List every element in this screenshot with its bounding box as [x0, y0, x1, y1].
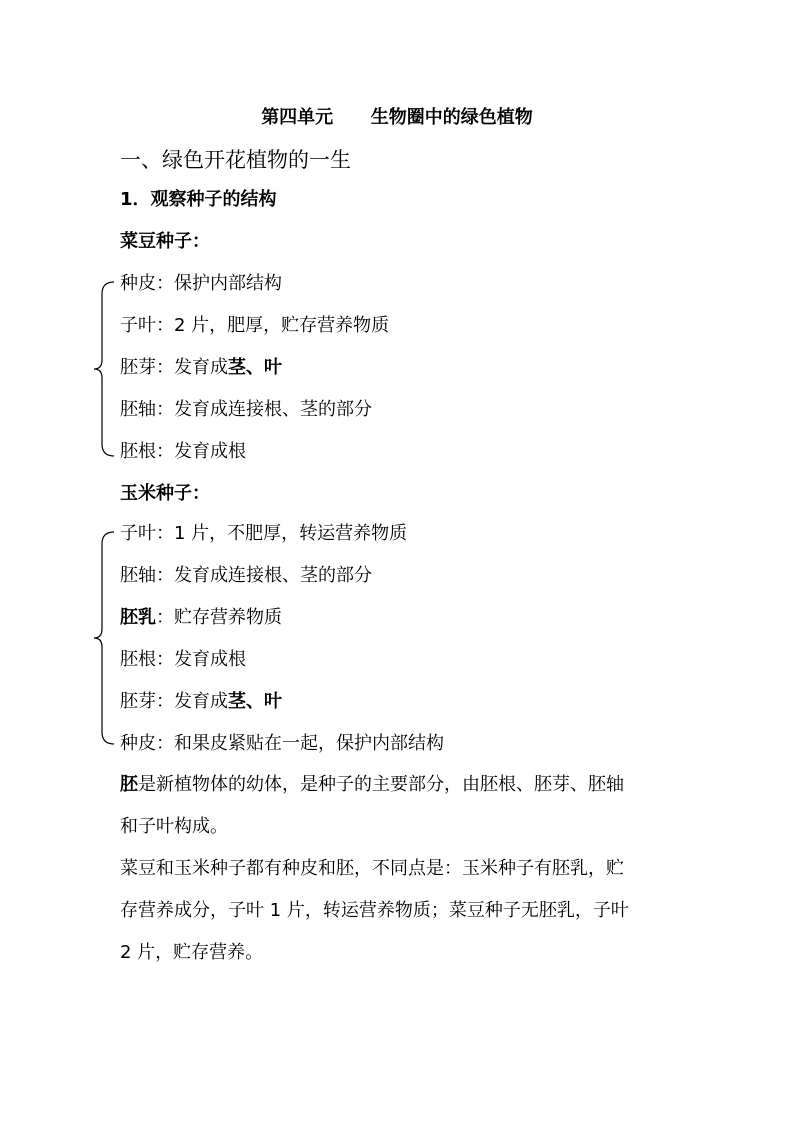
desc: 发育成连接根、茎的部分: [174, 399, 372, 420]
desc: ：贮存营养物质: [156, 607, 282, 628]
term: 胚轴：: [120, 399, 174, 420]
corn-line-seed-coat: [120, 732, 444, 756]
corn-seed-heading: 玉米种子：: [120, 483, 210, 504]
bean-line-seed-coat: [120, 272, 282, 296]
bean-brace-icon: [92, 280, 116, 458]
section-heading: 一、绿色开花植物的一生: [120, 148, 351, 172]
term: 胚根：: [120, 649, 174, 670]
bean-line-plumule: [120, 356, 282, 380]
desc: 保护内部结构: [174, 273, 282, 294]
desc: 发育成根: [174, 649, 246, 670]
bean-seed-heading: 菜豆种子：: [120, 231, 210, 252]
corn-line-cotyledon: [120, 522, 407, 546]
term: 子叶：: [120, 315, 174, 336]
corn-brace-icon: [92, 530, 116, 746]
bean-line-cotyledon: [120, 314, 389, 338]
term: 胚根：: [120, 441, 174, 462]
subsection-heading: 1．观察种子的结构: [120, 189, 277, 210]
term: 胚乳: [120, 607, 156, 628]
desc: 和果皮紧贴在一起，保护内部结构: [174, 733, 444, 754]
desc: 发育成根: [174, 441, 246, 462]
text: 是新植物体的幼体，是种子的主要部分，由胚根、胚芽、胚轴: [138, 774, 624, 795]
corn-line-endosperm: [120, 606, 282, 630]
emphasis: 茎、叶: [228, 691, 282, 712]
term: 种皮：: [120, 733, 174, 754]
desc: 2 片，肥厚，贮存营养物质: [174, 315, 390, 336]
embryo-paragraph-line-1: [120, 773, 624, 797]
bean-line-hypocotyl: [120, 398, 372, 422]
emphasis: 茎、叶: [228, 357, 282, 378]
desc: 发育成连接根、茎的部分: [174, 565, 372, 586]
desc: 发育成: [174, 357, 228, 378]
term: 胚芽：: [120, 691, 174, 712]
desc: 1 片，不肥厚，转运营养物质: [174, 523, 408, 544]
emphasis: 胚: [120, 774, 138, 795]
corn-line-hypocotyl: [120, 564, 372, 588]
comparison-line-2: 存营养成分，子叶 1 片，转运营养物质；菜豆种子无胚乳，子叶: [120, 900, 629, 921]
corn-line-radicle: [120, 648, 246, 672]
unit-title: 第四单元 生物圈中的绿色植物: [261, 107, 533, 128]
corn-line-plumule: [120, 690, 282, 714]
term: 胚轴：: [120, 565, 174, 586]
term: 种皮：: [120, 273, 174, 294]
embryo-paragraph-line-2: 和子叶构成。: [120, 816, 228, 837]
term: 胚芽：: [120, 357, 174, 378]
comparison-line-3: 2 片，贮存营养。: [120, 942, 264, 963]
desc: 发育成: [174, 691, 228, 712]
comparison-line-1: 菜豆和玉米种子都有种皮和胚，不同点是：玉米种子有胚乳，贮: [120, 858, 624, 879]
term: 子叶：: [120, 523, 174, 544]
bean-line-radicle: [120, 440, 246, 464]
